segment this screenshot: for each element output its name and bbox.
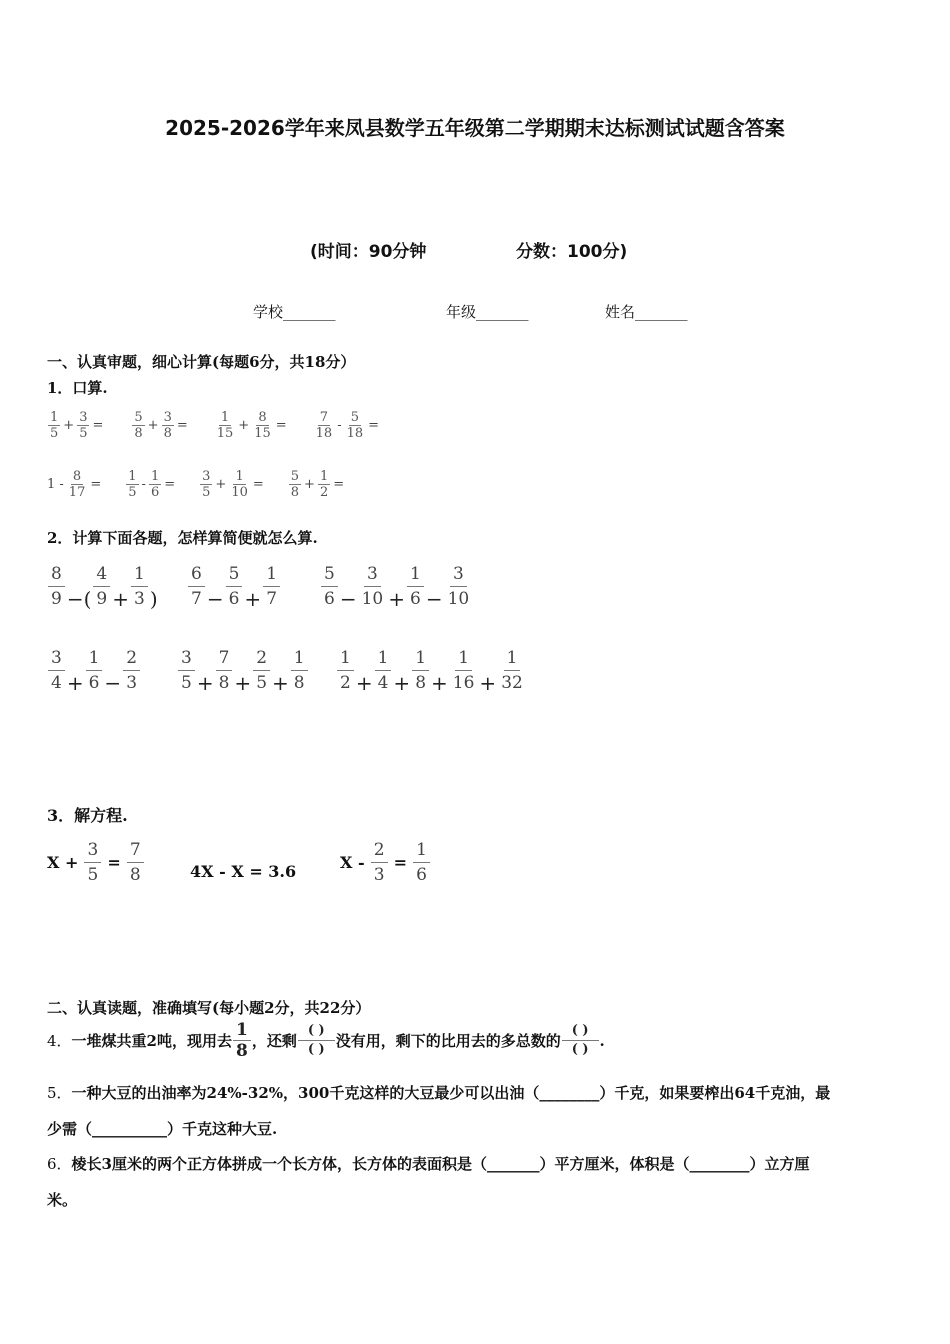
q1r1-item3-frac-a-denominator: 18 (315, 426, 333, 441)
q1r2-item0-equals: = (164, 477, 176, 492)
e4-frac-0-denominator: 4 (51, 673, 62, 693)
section1-heading: 一、认真审题，细心计算(每题6分，共18分） (47, 353, 356, 371)
q4-text2: ，还剩 (251, 1032, 297, 1050)
q1r2-item2-frac-b (318, 469, 330, 500)
e4-op-1: + (66, 670, 84, 695)
q1r2-item0-frac-b-denominator: 6 (150, 485, 160, 500)
q6-line2: 米。 (47, 1191, 78, 1209)
q2-expr-6 (336, 646, 527, 695)
q1r1-item1-frac-a (132, 410, 144, 441)
eq1-equals: = (107, 853, 121, 872)
e6-frac-0 (337, 646, 354, 695)
q4-num: 4． (47, 1032, 72, 1050)
q2-expr-1 (47, 562, 159, 611)
e1-op-1: −( (66, 586, 92, 611)
q6-line1 (47, 1153, 810, 1174)
e6-frac-6-numerator: 1 (455, 646, 472, 671)
q1r2-item1-frac-a (200, 469, 212, 500)
eq3-rden: 6 (416, 865, 427, 885)
e6-frac-8-denominator: 32 (501, 673, 523, 693)
q1r2-item1-equals: = (252, 477, 264, 492)
q1r2-first-frac-denominator: 17 (68, 485, 86, 500)
q4-blank-den: ( ) (307, 1042, 325, 1057)
e6-op-1: + (355, 670, 373, 695)
e2-frac-2-numerator: 5 (226, 562, 243, 587)
q5-line2: 少需（__________）千克这种大豆. (47, 1120, 278, 1138)
q1-row2 (45, 469, 346, 500)
e1-frac-4 (131, 562, 148, 611)
q1r2-first-equals: = (90, 477, 102, 492)
q1r1-item1-equals: = (176, 418, 188, 433)
e6-op-3: + (393, 670, 411, 695)
e6-frac-2-denominator: 4 (377, 673, 389, 693)
e6-frac-8-numerator: 1 (504, 646, 521, 671)
e3-frac-2-denominator: 10 (361, 589, 384, 609)
q1r1-item3-frac-b-denominator: 18 (346, 426, 364, 441)
q4-blank-num: ( ) (298, 1022, 335, 1041)
eq3-equals: = (393, 853, 408, 872)
q1r2-item0-operator: - (141, 477, 146, 492)
e5-op-5: + (272, 670, 289, 695)
q2-expr-4 (47, 646, 141, 695)
e2-frac-2 (226, 562, 243, 611)
eq1-rnum: 7 (127, 838, 144, 863)
e4-frac-0-numerator: 3 (48, 646, 65, 671)
e3-frac-6 (445, 562, 473, 611)
e5-frac-2-numerator: 7 (216, 646, 233, 671)
eq1-lead: X + (47, 853, 79, 872)
q1r1-item1-frac-a-denominator: 8 (134, 426, 143, 441)
e1-frac-2 (93, 562, 110, 611)
e1-frac-0-numerator: 8 (48, 562, 65, 587)
eq3-rnum: 1 (413, 838, 430, 863)
e6-op-7: + (479, 670, 497, 695)
eq3-lead: X - (340, 853, 365, 872)
e5-frac-6-numerator: 1 (291, 646, 308, 671)
q1r2-item2-frac-a-numerator: 5 (290, 469, 300, 484)
exam-score: 分数：100分) (516, 242, 628, 262)
q1r1-item0-frac-a (48, 410, 60, 441)
q1r2-item0-frac-b (149, 469, 161, 500)
q2-expr-3 (320, 562, 473, 611)
q1r2-first-frac-numerator: 8 (72, 469, 82, 484)
e5-frac-0 (178, 646, 195, 695)
eq3-num: 2 (371, 838, 388, 863)
q1r2-item2-operator: + (304, 477, 315, 492)
e3-frac-2-numerator: 3 (364, 562, 381, 587)
e2-frac-0 (188, 562, 205, 611)
e4-frac-4 (123, 646, 140, 695)
q5-text1: 一种大豆的出油率为24%-32%，300千克这样的大豆最少可以出油（________）千克，如果要榨出64千克油，最 (71, 1084, 831, 1102)
q5-line1 (47, 1082, 830, 1103)
q1r2-item2-frac-b-denominator: 2 (319, 485, 329, 500)
q6-text1: 棱长3厘米的两个正方体拼成一个长方体，长方体的表面积是（_______）平方厘米，体积是（________）立方厘 (71, 1155, 810, 1173)
q1r1-item1-operator: + (147, 418, 159, 433)
e2-frac-0-denominator: 7 (191, 589, 202, 609)
e6-frac-0-numerator: 1 (337, 646, 354, 671)
q1r1-item0-equals: = (92, 418, 104, 433)
e2-frac-2-denominator: 6 (228, 589, 240, 609)
q3-eq3 (340, 838, 431, 887)
e3-frac-2 (359, 562, 387, 611)
e4-frac-4-denominator: 3 (126, 673, 138, 693)
q4-frac-den: 8 (236, 1041, 248, 1061)
e1-op-3: + (112, 586, 129, 611)
q1r1-item1-frac-a-numerator: 5 (134, 410, 143, 425)
e1-frac-2-denominator: 9 (96, 589, 108, 609)
e3-frac-4-denominator: 6 (410, 589, 421, 609)
q1r1-item3-equals: = (368, 418, 380, 433)
q1r1-item3-frac-b (345, 410, 366, 441)
q1r1-item0-frac-b (77, 410, 89, 441)
q1r2-item0-frac-a-numerator: 1 (128, 469, 137, 484)
e2-frac-4 (263, 562, 280, 611)
eq3-den: 3 (373, 865, 385, 885)
e2-frac-4-denominator: 7 (266, 589, 278, 609)
q1r1-item0-operator: + (63, 418, 75, 433)
q1r2-item1-frac-a-numerator: 3 (202, 469, 211, 484)
q1r1-item2-frac-b-numerator: 8 (258, 410, 267, 425)
e1-frac-2-numerator: 4 (93, 562, 110, 587)
e1-frac-4-denominator: 3 (133, 589, 145, 609)
e6-frac-4-denominator: 8 (415, 673, 427, 693)
e6-op-5: + (431, 670, 448, 695)
e3-frac-0-denominator: 6 (324, 589, 335, 609)
e2-op-1: − (206, 586, 224, 611)
q1r2-item1-operator: + (215, 477, 227, 492)
e3-frac-4-numerator: 1 (407, 562, 424, 587)
e6-frac-2-numerator: 1 (375, 646, 392, 671)
q4-text3: 没有用，剩下的比用去的多总数的 (335, 1032, 561, 1050)
q1r2-first-frac (67, 469, 88, 500)
q3-label: 3．解方程. (47, 806, 128, 825)
q1-row1 (47, 410, 381, 441)
e2-frac-4-numerator: 1 (263, 562, 280, 587)
q1r1-item2-frac-b-denominator: 15 (254, 426, 271, 441)
e5-frac-0-numerator: 3 (178, 646, 195, 671)
e5-frac-4-numerator: 2 (253, 646, 270, 671)
e3-op-1: − (339, 586, 357, 611)
q1r2-item2-frac-a-denominator: 8 (290, 485, 300, 500)
e6-frac-2 (375, 646, 392, 695)
e1-frac-0-denominator: 9 (51, 589, 62, 609)
e4-frac-2-numerator: 1 (86, 646, 103, 671)
eq1-rden: 8 (129, 865, 141, 885)
q2-expr-5 (177, 646, 309, 695)
e5-frac-0-denominator: 5 (181, 673, 192, 693)
q4-blank2-den: ( ) (571, 1042, 589, 1057)
q3-eq1 (47, 838, 145, 887)
q1r2-item0-frac-a-denominator: 5 (128, 485, 137, 500)
e5-op-1: + (196, 670, 214, 695)
grade-field: 年级_______ (446, 303, 529, 321)
q1r1-item1-frac-b-denominator: 8 (163, 426, 172, 441)
q1r1-item2-operator: + (238, 418, 250, 433)
e4-frac-4-numerator: 2 (123, 646, 140, 671)
q1r1-item0-frac-b-numerator: 3 (79, 410, 88, 425)
e4-frac-2-denominator: 6 (88, 673, 100, 693)
q1r2-item1-frac-a-denominator: 5 (202, 485, 211, 500)
e5-frac-6 (291, 646, 308, 695)
e6-frac-0-denominator: 2 (340, 673, 351, 693)
q1r2-item1-frac-b-numerator: 1 (235, 469, 244, 484)
e4-frac-0 (48, 646, 65, 695)
q3-eq2: 4X - X = 3.6 (190, 862, 297, 881)
name-field: 姓名_______ (605, 303, 688, 321)
q1r2-item2-equals: = (333, 477, 345, 492)
e5-frac-2-denominator: 8 (218, 673, 230, 693)
q2-label: 2．计算下面各题，怎样算简便就怎么算. (47, 529, 318, 547)
e2-op-3: + (244, 586, 262, 611)
q1r1-item3-frac-a-numerator: 7 (319, 410, 329, 425)
e3-frac-6-numerator: 3 (450, 562, 467, 587)
eq1-den: 5 (87, 865, 99, 885)
q4 (47, 1020, 605, 1061)
e4-op-3: − (104, 670, 122, 695)
e1-frac-0 (48, 562, 65, 611)
q1r1-item0-frac-b-denominator: 5 (79, 426, 88, 441)
q1r1-item1-frac-b-numerator: 3 (163, 410, 172, 425)
exam-time: (时间：90分钟 (310, 242, 427, 262)
e3-frac-6-denominator: 10 (447, 589, 470, 609)
e5-frac-6-denominator: 8 (293, 673, 305, 693)
e6-frac-8 (498, 646, 526, 695)
section2-heading: 二、认真读题，准确填写(每小题2分，共22分） (47, 999, 371, 1017)
q1r1-item0-frac-a-numerator: 1 (50, 410, 59, 425)
q1r1-item3-frac-b-numerator: 5 (350, 410, 360, 425)
q1-label: 1．口算. (47, 379, 108, 397)
e6-frac-4-numerator: 1 (412, 646, 429, 671)
school-field: 学校_______ (253, 303, 336, 321)
e4-frac-2 (86, 646, 103, 695)
q1r2-item1-frac-b-denominator: 10 (231, 485, 248, 500)
page-title: 2025-2026学年来凤县数学五年级第二学期期末达标测试试题含答案 (165, 116, 785, 140)
e1-op-5: ) (149, 586, 158, 611)
e3-op-3: + (388, 586, 405, 611)
q1r1-item2-equals: = (275, 418, 287, 433)
e3-op-5: − (425, 586, 443, 611)
q1r2-item1-frac-b (229, 469, 250, 500)
e6-frac-4 (412, 646, 429, 695)
q1r1-item2-frac-a (215, 410, 236, 441)
q2-expr-2 (187, 562, 281, 611)
q1r1-item2-frac-b (252, 410, 273, 441)
e6-frac-6-denominator: 16 (452, 673, 475, 693)
q1r2-item2-frac-b-numerator: 1 (319, 469, 329, 484)
q1r1-item1-frac-b (162, 410, 174, 441)
q5-num: 5． (47, 1084, 72, 1102)
e3-frac-4 (407, 562, 424, 611)
q6-num: 6． (47, 1155, 72, 1173)
e3-frac-0-numerator: 5 (321, 562, 338, 587)
e2-frac-0-numerator: 6 (188, 562, 205, 587)
q4-text1: 一堆煤共重2吨，现用去 (71, 1032, 232, 1050)
q1r2-item0-frac-b-numerator: 1 (150, 469, 160, 484)
e1-frac-4-numerator: 1 (131, 562, 148, 587)
q4-text4: . (599, 1031, 605, 1050)
q4-frac-num: 1 (233, 1020, 251, 1041)
q1r1-item2-frac-a-denominator: 15 (216, 426, 234, 441)
q1r1-item0-frac-a-denominator: 5 (50, 426, 59, 441)
e5-frac-2 (216, 646, 233, 695)
e5-frac-4 (253, 646, 270, 695)
e5-op-3: + (234, 670, 252, 695)
q4-blank2-num: ( ) (562, 1022, 599, 1041)
q1r2-item0-frac-a (126, 469, 138, 500)
q1r1-item3-operator: - (337, 418, 342, 433)
q1r2-item2-frac-a (289, 469, 301, 500)
q1r1-item3-frac-a (314, 410, 335, 441)
q1r1-item2-frac-a-numerator: 1 (220, 410, 230, 425)
eq1-num: 3 (84, 838, 101, 863)
e5-frac-4-denominator: 5 (256, 673, 268, 693)
e6-frac-6 (450, 646, 478, 695)
q1r2-lead: 1 - (47, 477, 64, 492)
e3-frac-0 (321, 562, 338, 611)
